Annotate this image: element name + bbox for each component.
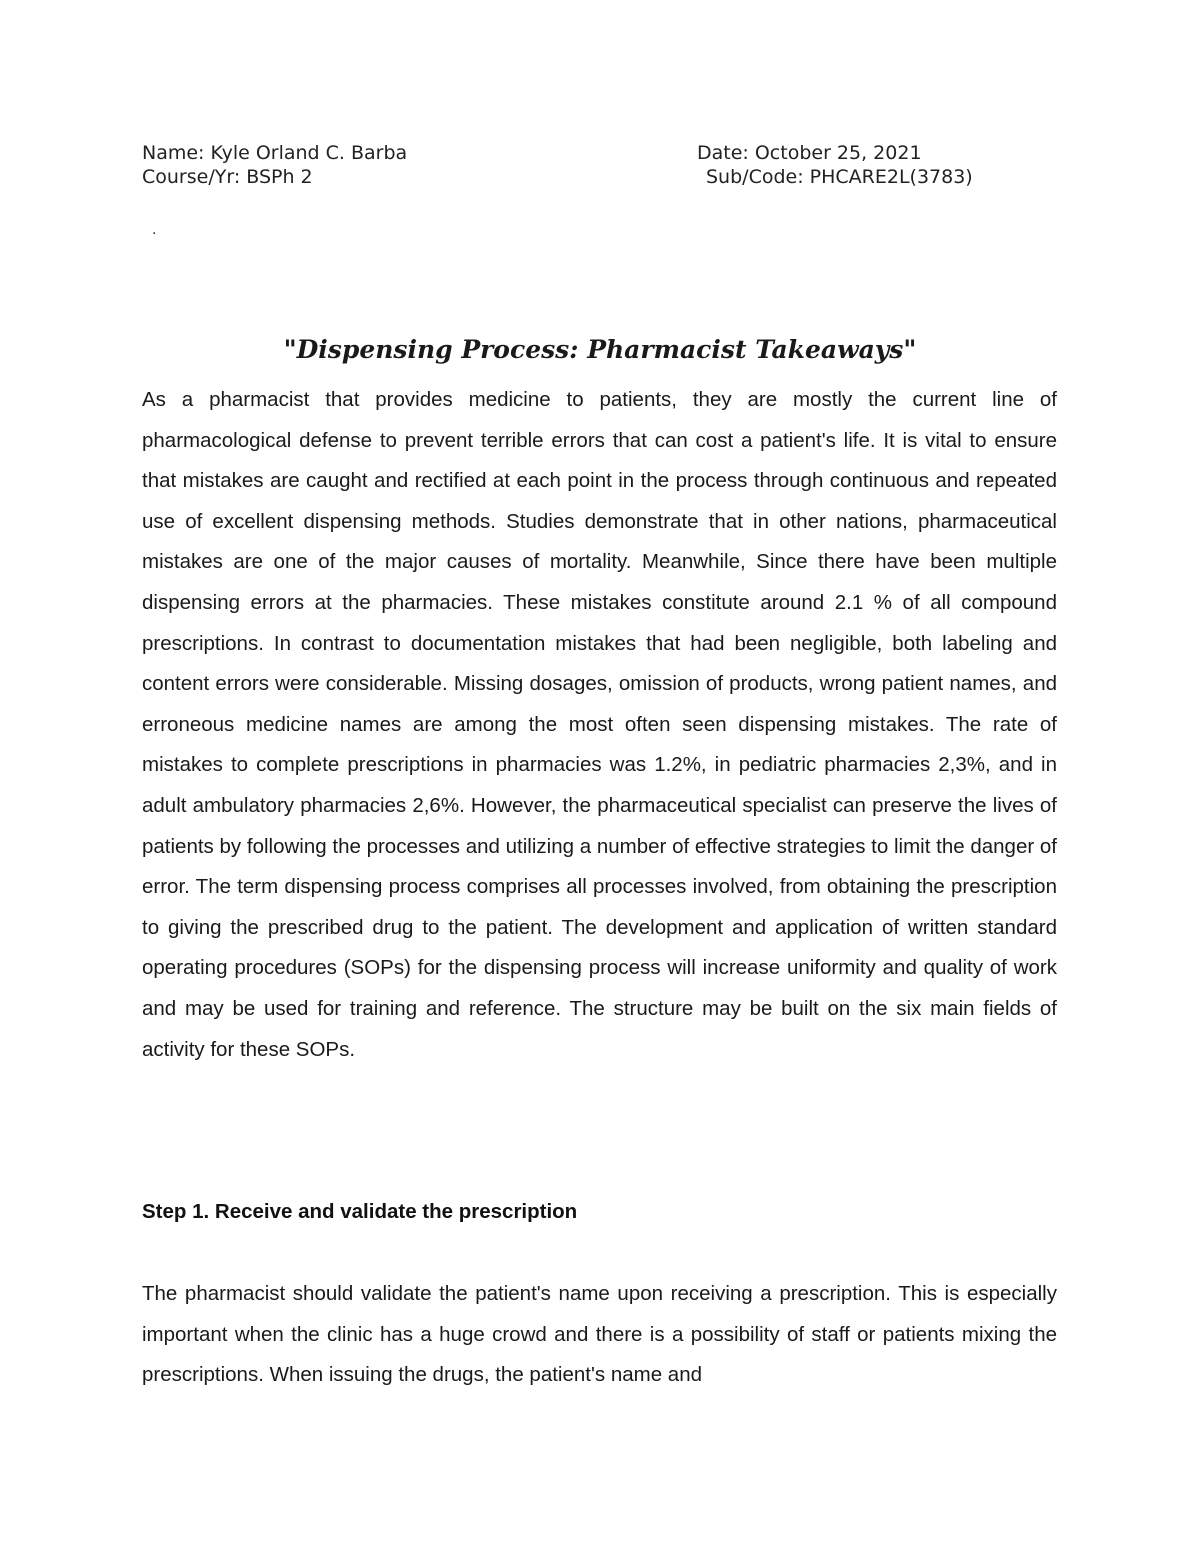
intro-paragraph: As a pharmacist that provides medicine to patients, they are mostly the current line of pharmacological defense to prevent terrible errors that can cost a patient's life. It is vital to ensure that mistakes are caught and rectified at each point in the process through continuous and repeated use of excellent dispensing methods. Studies demonstrate that in other nations, pharmaceutical mistakes are one of the major causes of mortality. Meanwhile, Since there have been multiple dispensing errors at the pharmacies. These mistakes constitute around 2.1 % of all compound prescriptions. In contrast to documentation mistakes that had been negligible, both labeling and content errors were considerable. Missing dosages, omission of products, wrong patient names, and erroneous medicine names are among the most often seen dispensing mistakes. The rate of mistakes to complete prescriptions in pharmacies was 1.2%, in pediatric pharmacies 2,3%, and in adult ambulatory pharmacies 2,6%. However, the pharmaceutical specialist can preserve the lives of patients by following the processes and utilizing a number of effective strategies to limit the danger of error. The term dispensing process comprises all processes involved, from obtaining the prescription to giving the prescribed drug to the patient. The development and application of written standard operating procedures (SOPs) for the dispensing process will increase uniformity and quality of work and may be used for training and reference. The structure may be built on the six main fields of activity for these SOPs. bbox=[142, 388, 1057, 1061]
document-title: "Dispensing Process: Pharmacist Takeaways" bbox=[283, 335, 917, 364]
student-name: Name: Kyle Orland C. Barba bbox=[142, 142, 408, 164]
step-1-paragraph: The pharmacist should validate the patient's name upon receiving a prescription. This is especially important when the clinic has a huge crowd and there is a possibility of staff or patients mixing the prescriptions. When issuing the drugs, the patient's name and bbox=[142, 1282, 1057, 1387]
document-date: Date: October 25, 2021 bbox=[697, 142, 922, 164]
step-1-heading: Step 1. Receive and validate the prescription bbox=[142, 1200, 578, 1223]
stray-period: . bbox=[152, 222, 157, 238]
course-year: Course/Yr: BSPh 2 bbox=[142, 166, 313, 188]
subject-code: Sub/Code: PHCARE2L(3783) bbox=[706, 166, 973, 188]
